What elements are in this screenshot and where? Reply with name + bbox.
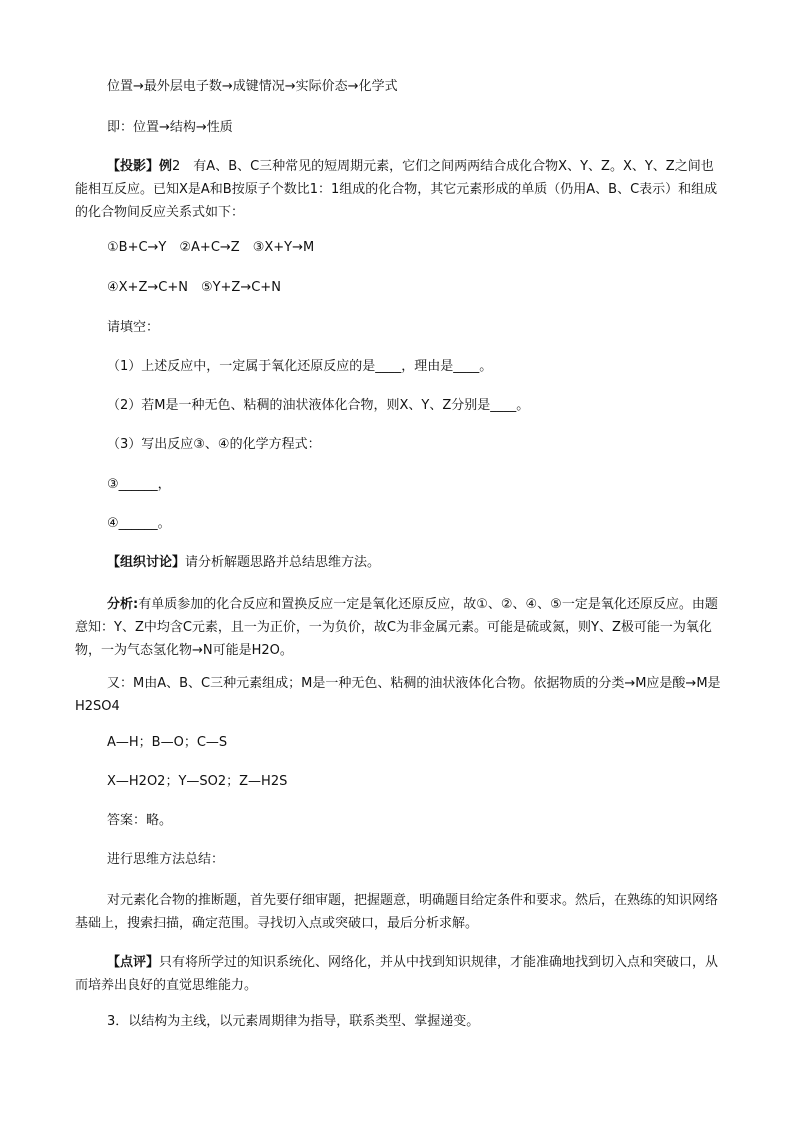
blank-4: ④______。	[107, 516, 171, 531]
example-label: 【投影】例	[107, 159, 173, 174]
analysis-paragraph-2: 又：M由A、B、C三种元素组成；M是一种无色、粘稠的油状液体化合物。依据物质的分类→M应是酸→M是H2SO4	[75, 676, 721, 714]
reactions-line-1: ①B+C→Y ②A+C→Z ③X+Y→M	[107, 240, 315, 255]
question-1: （1）上述反应中，一定属于氧化还原反应的是____，理由是____。	[107, 359, 493, 374]
comment-label: 【点评】	[107, 955, 160, 970]
discussion-line	[107, 554, 380, 572]
blank-3: ③______，	[107, 477, 171, 492]
point-3: 3．以结构为主线，以元素周期律为指导，联系类型、掌握递变。	[107, 1014, 480, 1029]
comment-paragraph	[75, 951, 725, 997]
summary-paragraph: 对元素化合物的推断题，首先要仔细审题，把握题意，明确题目给定条件和要求。然后，在熟练的知识网络基础上，搜索扫描，确定范围。寻找切入点或突破口，最后分析求解。	[75, 893, 719, 931]
comment-text: 只有将所学过的知识系统化、网络化，并从中找到知识规律，才能准确地找到切入点和突破口，从而培养出良好的直觉思维能力。	[75, 955, 719, 993]
question-2: （2）若M是一种无色、粘稠的油状液体化合物，则X、Y、Z分别是____。	[107, 398, 530, 413]
element-mapping: A—H；B—O；C—S	[107, 735, 228, 750]
analysis-label: 分析:	[107, 597, 139, 612]
flow-line-1: 位置→最外层电子数→成键情况→实际价态→化学式	[107, 79, 398, 94]
example-number: 2	[172, 159, 181, 174]
analysis-text: 有单质参加的化合反应和置换反应一定是氧化还原反应，故①、②、④、⑤一定是氧化还原反应。由题意知：Y、Z中均含C元素，且一为正价，一为负价，故C为非金属元素。可能是硫或氮，则Y、Z极可能一为氧化物，一为气态氢化物→N可能是H2O。	[75, 597, 718, 658]
discussion-label: 【组织讨论】	[107, 555, 186, 570]
answer-line: 答案：略。	[107, 813, 173, 828]
reactions-line-2: ④X+Z→C+N ⑤Y+Z→C+N	[107, 280, 281, 295]
summary-intro: 进行思维方法总结：	[107, 852, 225, 867]
example-paragraph	[75, 155, 725, 224]
flow-line-2: 即：位置→结构→性质	[107, 120, 233, 135]
discussion-text: 请分析解题思路并总结思维方法。	[185, 555, 381, 570]
analysis-paragraph	[75, 593, 725, 662]
fill-prompt: 请填空：	[107, 320, 160, 335]
example-text: 有A、B、C三种常见的短周期元素，它们之间两两结合成化合物X、Y、Z。X、Y、Z之间也能相互反应。已知X是A和B按原子个数比1：1组成的化合物，其它元素形成的单质（仍用A、B、C表示）和组成的化合物间反应关系式如下：	[75, 159, 718, 220]
question-3: （3）写出反应③、④的化学方程式：	[107, 437, 321, 452]
compound-mapping: X—H2O2；Y—SO2；Z—H2S	[107, 774, 288, 789]
